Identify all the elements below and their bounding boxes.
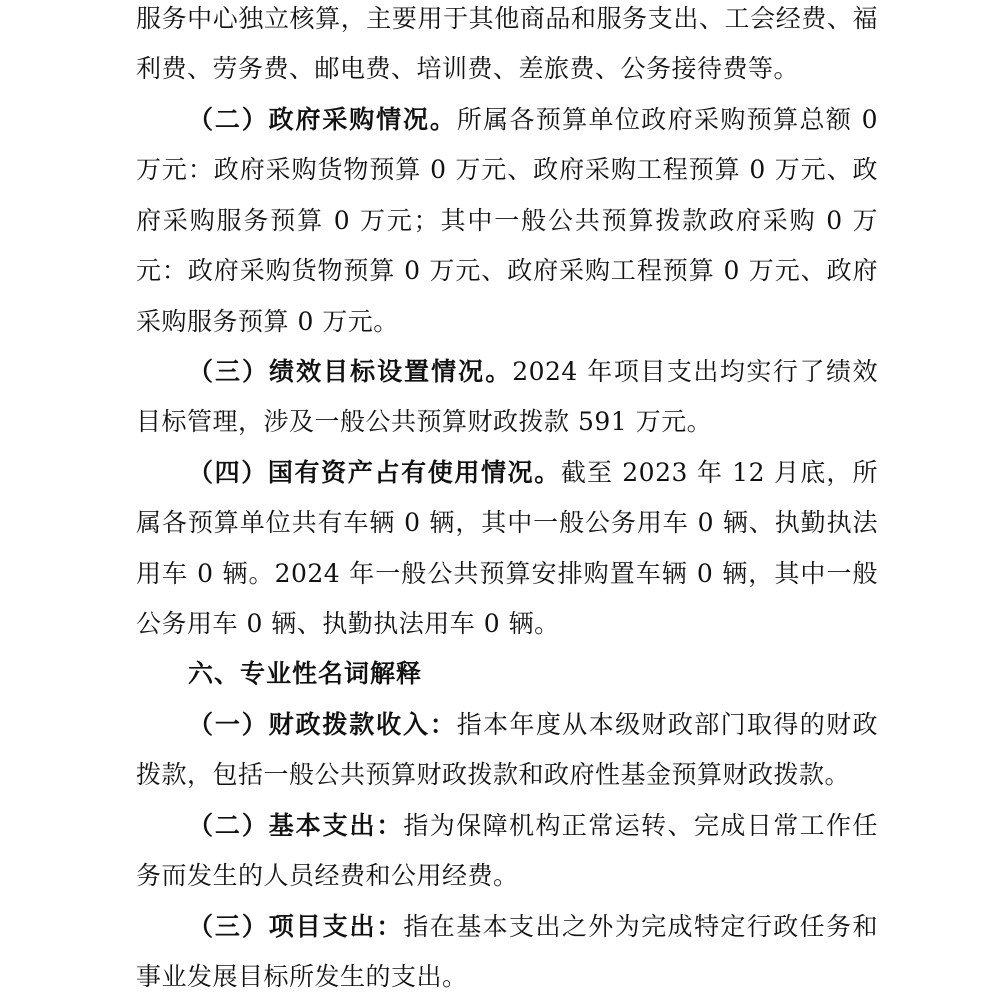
- paragraph-procurement-body: 所属各预算单位政府采购预算总额 0 万元：政府采购货物预算 0 万元、政府采购工程预算 0 万元、政府采购服务预算 0 万元；其中一般公共预算拨款政府采购 0 万元：政府采购货物预算 0 万元、政府采购工程预算 0 万元、政府采购服务预算 0 万元。: [136, 105, 878, 336]
- paragraph-assets: [136, 448, 878, 650]
- paragraph-term-fiscal-appropriation: [136, 700, 878, 801]
- paragraph-performance: [136, 347, 878, 448]
- paragraph-term-basic-expenditure: [136, 801, 878, 902]
- paragraph-assets-body: 截至 2023 年 12 月底，所属各预算单位共有车辆 0 辆，其中一般公务用车 0 辆、执勤执法用车 0 辆。2024 年一般公共预算安排购置车辆 0 辆，其中一般公务用车 0 辆、执勤执法用车 0 辆。: [136, 458, 878, 639]
- paragraph-intro: [136, 0, 878, 95]
- paragraph-performance-lead: （三）绩效目标设置情况。: [188, 357, 513, 386]
- paragraph-intro-text: 服务中心独立核算，主要用于其他商品和服务支出、工会经费、福利费、劳务费、邮电费、培训费、差旅费、公务接待费等。: [136, 4, 878, 84]
- paragraph-term3-lead: （三）项目支出：: [188, 912, 404, 941]
- paragraph-performance-body: 2024 年项目支出均实行了绩效目标管理，涉及一般公共预算财政拨款 591 万元。: [136, 357, 878, 437]
- paragraph-procurement: [136, 95, 878, 347]
- paragraph-procurement-lead: （二）政府采购情况。: [188, 105, 457, 134]
- paragraph-term2-lead: （二）基本支出：: [188, 811, 404, 840]
- section-heading: 六、专业性名词解释: [188, 659, 423, 688]
- paragraph-term3-body: 指在基本支出之外为完成特定行政任务和事业发展目标所发生的支出。: [136, 912, 878, 992]
- paragraph-term1-body: 指本年度从本级财政部门取得的财政拨款，包括一般公共预算财政拨款和政府性基金预算财政拨款。: [136, 710, 878, 790]
- paragraph-term-project-expenditure: [136, 902, 878, 1003]
- paragraph-assets-lead: （四）国有资产占有使用情况。: [188, 458, 561, 487]
- paragraph-term1-lead: （一）财政拨款收入：: [188, 710, 457, 739]
- paragraph-term2-body: 指为保障机构正常运转、完成日常工作任务而发生的人员经费和公用经费。: [136, 811, 878, 891]
